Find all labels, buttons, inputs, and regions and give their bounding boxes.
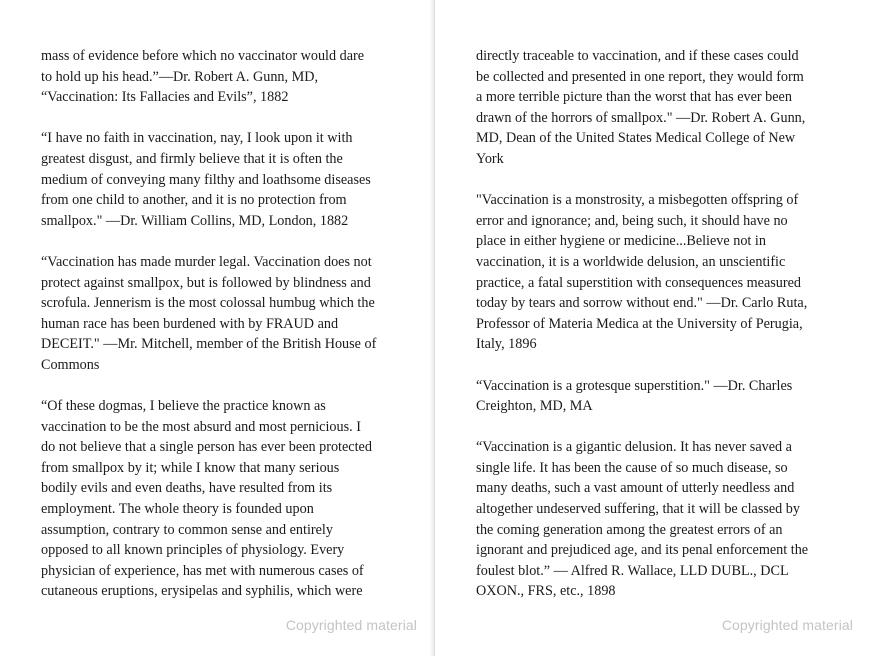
text-line: “I have no faith in vaccination, nay, I look upon it with (41, 130, 353, 147)
text-line: ignorant and prejudiced age, and its penal enforcement the (476, 542, 809, 559)
text-line: practice, a fatal superstition with consequences measured (476, 274, 802, 291)
paragraph (476, 437, 847, 602)
text-line: mass of evidence before which no vaccinator would dare (41, 48, 365, 64)
paragraph (41, 128, 411, 231)
text-line: to hold up his head.”—Dr. Robert A. Gunn, MD, (41, 68, 319, 85)
text-line: OXON., FRS, etc., 1898 (476, 583, 616, 600)
text-line: single life. It has been the cause of so much disease, so (476, 459, 788, 476)
text-line: Creighton, MD, MA (476, 398, 593, 415)
text-line: York (476, 150, 504, 167)
text-line: vaccination to be the most absurd and most pernicious. I (41, 418, 361, 435)
text-line: “Vaccination has made murder legal. Vaccination does not (41, 253, 372, 270)
text-line: opposed to all known principles of physiology. Every (41, 542, 345, 559)
text-line: medium of conveying many filthy and loathsome diseases (41, 171, 371, 188)
text-line: human race has been burdened with by FRAUD and (41, 315, 339, 332)
text-line: “Vaccination: Its Fallacies and Evils”, 1882 (41, 89, 289, 106)
text-line: scrofula. Jennerism is the most colossal humbug which the (41, 295, 375, 312)
text-line: directly traceable to vaccination, and if these cases could (476, 48, 799, 64)
text-line: the coming generation among the greatest errors of an (476, 521, 783, 538)
paragraph (41, 46, 411, 108)
text-line: "Vaccination is a monstrosity, a misbegotten offspring of (476, 192, 799, 209)
right-page[interactable] (435, 0, 871, 656)
text-line: Professor of Materia Medica at the University of Perugia, (476, 315, 803, 332)
text-line: assumption, contrary to common sense and entirely (41, 521, 333, 538)
text-line: employment. The whole theory is founded upon (41, 501, 314, 518)
paragraph (476, 190, 847, 355)
text-line: smallpox." —Dr. William Collins, MD, London, 1882 (41, 212, 349, 229)
text-line: foulest blot.” — Alfred R. Wallace, LLD DUBL., DCL (476, 562, 789, 579)
paragraph (476, 376, 847, 417)
text-line: drawn of the horrors of smallpox." —Dr. Robert A. Gunn, (476, 109, 806, 126)
text-line: “Vaccination is a gigantic delusion. It has never saved a (476, 439, 792, 456)
copyright-footer: Copyrighted material (285, 617, 417, 633)
text-line: vaccination, it is a worldwide delusion, an unscientific (476, 253, 786, 270)
left-page[interactable] (0, 0, 435, 656)
text-line: error and ignorance; and, being such, it should have no (476, 212, 788, 229)
text-line: DECEIT." —Mr. Mitchell, member of the British House of (41, 336, 377, 353)
text-line: today by tears and sorrow without end." —Dr. Carlo Ruta, (476, 295, 808, 312)
text-line: from smallpox by it; while I know that many serious (41, 459, 340, 476)
text-line: MD, Dean of the United States Medical College of New (476, 130, 796, 147)
text-line: greatest disgust, and firmly believe that it is often the (41, 150, 343, 167)
text-line: place in either hygiene or medicine...Believe not in (476, 233, 766, 250)
text-line: Commons (41, 356, 100, 373)
text-line: Italy, 1896 (476, 336, 537, 353)
text-line: from one child to another, and it is no protection from (41, 192, 347, 209)
text-line: protect against smallpox, but is followed by blindness and (41, 274, 371, 291)
text-line: be collected and presented in one report, they would form (476, 68, 804, 85)
text-line: physician of experience, has met with numerous cases of (41, 562, 364, 579)
text-line: “Of these dogmas, I believe the practice known as (41, 398, 326, 415)
copyright-footer: Copyrighted material (721, 617, 853, 633)
text-line: many deaths, such a vast amount of utterly needless and (476, 480, 795, 497)
text-line: “Vaccination is a grotesque superstition." —Dr. Charles (476, 377, 793, 394)
text-line: a more terrible picture than the worst that has ever been (476, 89, 792, 106)
text-line: bodily evils and even deaths, have resulted from its (41, 480, 333, 497)
text-line: do not believe that a single person has ever been protected (41, 439, 372, 456)
paragraph (41, 252, 411, 376)
text-line: cutaneous eruptions, erysipelas and syphilis, which were (41, 583, 363, 600)
paragraph (41, 396, 411, 602)
paragraph (476, 46, 847, 170)
text-line: altogether undeserved suffering, that it will be classed by (476, 501, 800, 518)
